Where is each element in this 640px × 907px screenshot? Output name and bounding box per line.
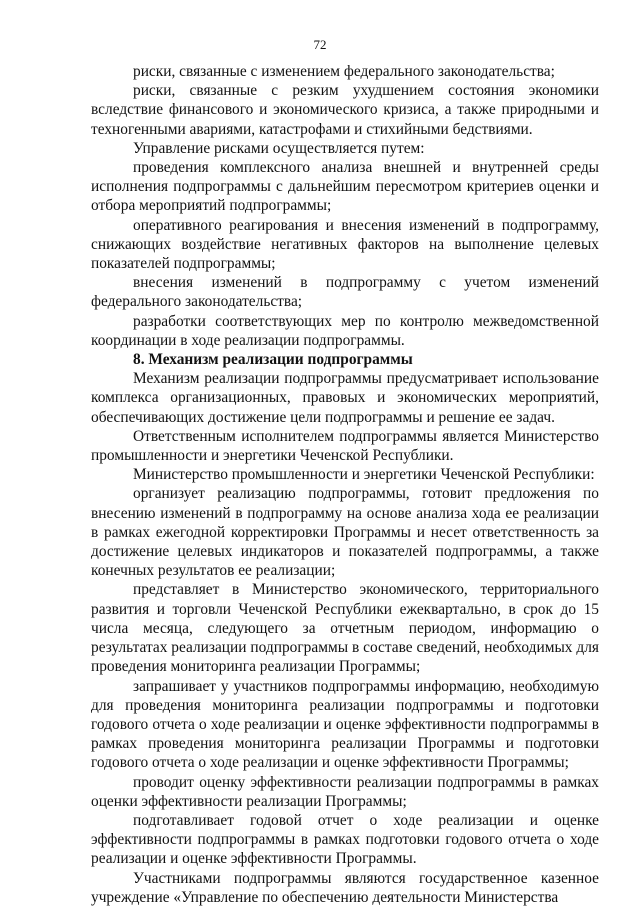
paragraph-duty-evaluates: проводит оценку эффективности реализации подпрограммы в рамках оценки эффективности реализации Программы; [91,773,599,810]
paragraph-duty-prepares-report: подготавливает годовой отчет о ходе реализации и оценке эффективности подпрограммы в рамках подготовки годового отчета о ходе реализации и оценке эффективности Программы. [91,811,599,868]
section-heading: 8. Механизм реализации подпрограммы [133,351,413,369]
page-number: 72 [313,37,327,52]
paragraph-risk-economic-crisis: риски, связанные с резким ухудшением состояния экономики вследствие финансового и экономического кризиса, а также природными и техногенными авариями, катастрофами и стихийными бедствиями. [91,82,599,138]
paragraph-mechanism-intro: Механизм реализации подпрограммы предусматривает использование комплекса организационных, правовых и экономических мероприятий, обеспечивающих достижение цели подпрограммы и решение ее задач. [91,370,599,426]
paragraph-risk-analysis: проведения комплексного анализа внешней и внутренней среды исполнения подпрограммы с дальнейшим пересмотром критериев оценки и отбора мероприятий подпрограммы; [91,159,599,215]
document-body [91,62,599,907]
paragraph-ministry-duties-intro: Министерство промышленности и энергетики Чеченской Республики: [133,466,595,484]
paragraph-duty-requests: запрашивает у участников подпрограммы информацию, необходимую для проведения мониторинга реализации подпрограммы и подготовки годового отчета о ходе реализации и оценке эффективности подпрограммы в рамках проведения мониторинга реализации Программы и подготовки годового отчета о ходе реализации и оценке эффективности Программы; [91,677,599,772]
paragraph-duty-organizes: организует реализацию подпрограммы, готовит предложения по внесению изменений в подпрограмму на основе анализа хода ее реализации в рамках ежегодной корректировки Программы и несет ответственность за достижение целевых индикаторов и показателей подпрограммы, а также конечных результатов ее реализации; [91,485,599,580]
paragraph-responsible-executor: Ответственным исполнителем подпрограммы является Министерство промышленности и энергетики Чеченской Республики. [91,427,599,465]
paragraph-participants: Участниками подпрограммы являются государственное казенное учреждение «Управление по обеспечению деятельности Министерства [91,869,599,906]
paragraph-risk-federal-law: риски, связанные с изменением федерального законодательства; [133,63,555,80]
paragraph-risk-coordination: разработки соответствующих мер по контролю межведомственной координации в ходе реализации подпрограммы. [91,312,599,349]
paragraph-risk-changes: внесения изменений в подпрограмму с учетом изменений федерального законодательства; [91,274,599,311]
paragraph-risk-management-intro: Управление рисками осуществляется путем: [133,139,425,157]
paragraph-duty-reports: представляет в Министерство экономического, территориального развития и торговли Чеченской Республики ежеквартально, в срок до 15 числа месяца, следующего за отчетным периодом, информацию о результатах реализации подпрограммы в составе сведений, необходимых для проведения мониторинга реализации Программы; [91,581,599,676]
paragraph-risk-response: оперативного реагирования и внесения изменений в подпрограмму, снижающих воздействие негативных факторов на выполнение целевых показателей подпрограммы; [91,216,599,273]
